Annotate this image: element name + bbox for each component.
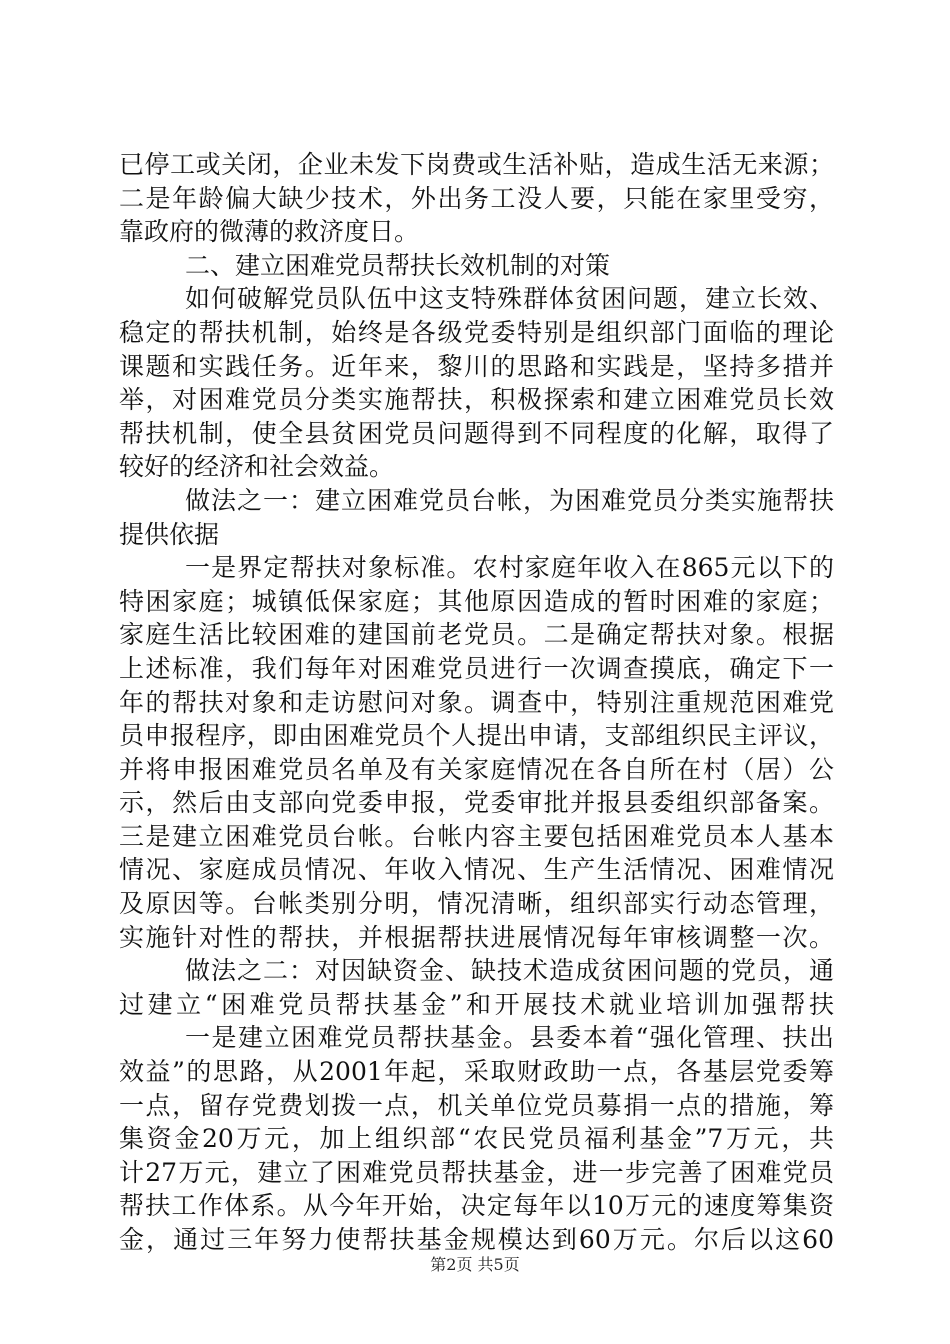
subheading-line: 过建立“困难党员帮扶基金”和开展技术就业培训加强帮扶 (119, 989, 834, 1019)
text-line: 较好的经济和社会效益。 (119, 452, 395, 482)
document-body (119, 148, 834, 1257)
text-line: 一点，留存党费划拨一点，机关单位党员募捐一点的措施，筹 (119, 1090, 834, 1120)
text-line: 二是年龄偏大缺少技术，外出务工没人要，只能在家里受穷， (119, 183, 834, 213)
text-line: 示，然后由支部向党委申报，党委审批并报县委组织部备案。 (119, 788, 834, 818)
text-line: 员申报程序，即由困难党员个人提出申请，支部组织民主评议， (119, 721, 834, 751)
subheading-line: 做法之二：对因缺资金、缺技术造成贫困问题的党员，通 (185, 956, 834, 986)
text-line: 一是界定帮扶对象标准。农村家庭年收入在865元以下的 (185, 553, 834, 583)
text-line: 特困家庭；城镇低保家庭；其他原因造成的暂时困难的家庭； (119, 586, 834, 616)
text-line: 实施针对性的帮扶，并根据帮扶进展情况每年审核调整一次。 (119, 922, 834, 952)
text-line: 金，通过三年努力使帮扶基金规模达到60万元。尔后以这60 (119, 1225, 834, 1254)
text-line: 靠政府的微薄的救济度日。 (119, 217, 420, 247)
text-line: 帮扶机制，使全县贫困党员问题得到不同程度的化解，取得了 (119, 418, 834, 448)
page-footer (0, 1254, 950, 1276)
text-line: 一是建立困难党员帮扶基金。县委本着“强化管理、扶出 (185, 1023, 834, 1053)
text-line: 及原因等。台帐类别分明，情况清晰，组织部实行动态管理， (119, 889, 834, 919)
text-line: 效益”的思路，从2001年起，采取财政助一点，各基层党委筹 (119, 1057, 834, 1087)
text-line: 情况、家庭成员情况、年收入情况、生产生活情况、困难情况 (119, 855, 834, 885)
text-line: 帮扶工作体系。从今年开始，决定每年以10万元的速度筹集资 (119, 1191, 834, 1221)
subheading-line: 做法之一：建立困难党员台帐，为困难党员分类实施帮扶 (185, 485, 834, 515)
text-line: 家庭生活比较困难的建国前老党员。二是确定帮扶对象。根据 (119, 620, 834, 650)
subheading-line: 提供依据 (119, 519, 220, 549)
text-line: 上述标准，我们每年对困难党员进行一次调查摸底，确定下一 (119, 653, 834, 683)
text-line: 集资金20万元，加上组织部“农民党员福利基金”7万元，共 (119, 1124, 834, 1154)
text-line: 并将申报困难党员名单及有关家庭情况在各自所在村（居）公 (119, 754, 834, 784)
text-line: 如何破解党员队伍中这支特殊群体贫困问题，建立长效、 (185, 284, 834, 314)
text-line: 已停工或关闭，企业未发下岗费或生活补贴，造成生活无来源； (119, 150, 834, 179)
text-line: 稳定的帮扶机制，始终是各级党委特别是组织部门面临的理论 (119, 317, 834, 347)
section-heading: 二、建立困难党员帮扶长效机制的对策 (185, 250, 611, 280)
text-line: 年的帮扶对象和走访慰问对象。调查中，特别注重规范困难党 (119, 687, 834, 717)
text-line: 举，对困难党员分类实施帮扶，积极探索和建立困难党员长效 (119, 385, 834, 415)
text-line: 三是建立困难党员台帐。台帐内容主要包括困难党员本人基本 (119, 821, 834, 851)
text-line: 课题和实践任务。近年来，黎川的思路和实践是，坚持多措并 (119, 351, 834, 381)
page-number: 第2页 共5页 (430, 1255, 520, 1274)
text-line: 计27万元，建立了困难党员帮扶基金，进一步完善了困难党员 (119, 1157, 834, 1187)
